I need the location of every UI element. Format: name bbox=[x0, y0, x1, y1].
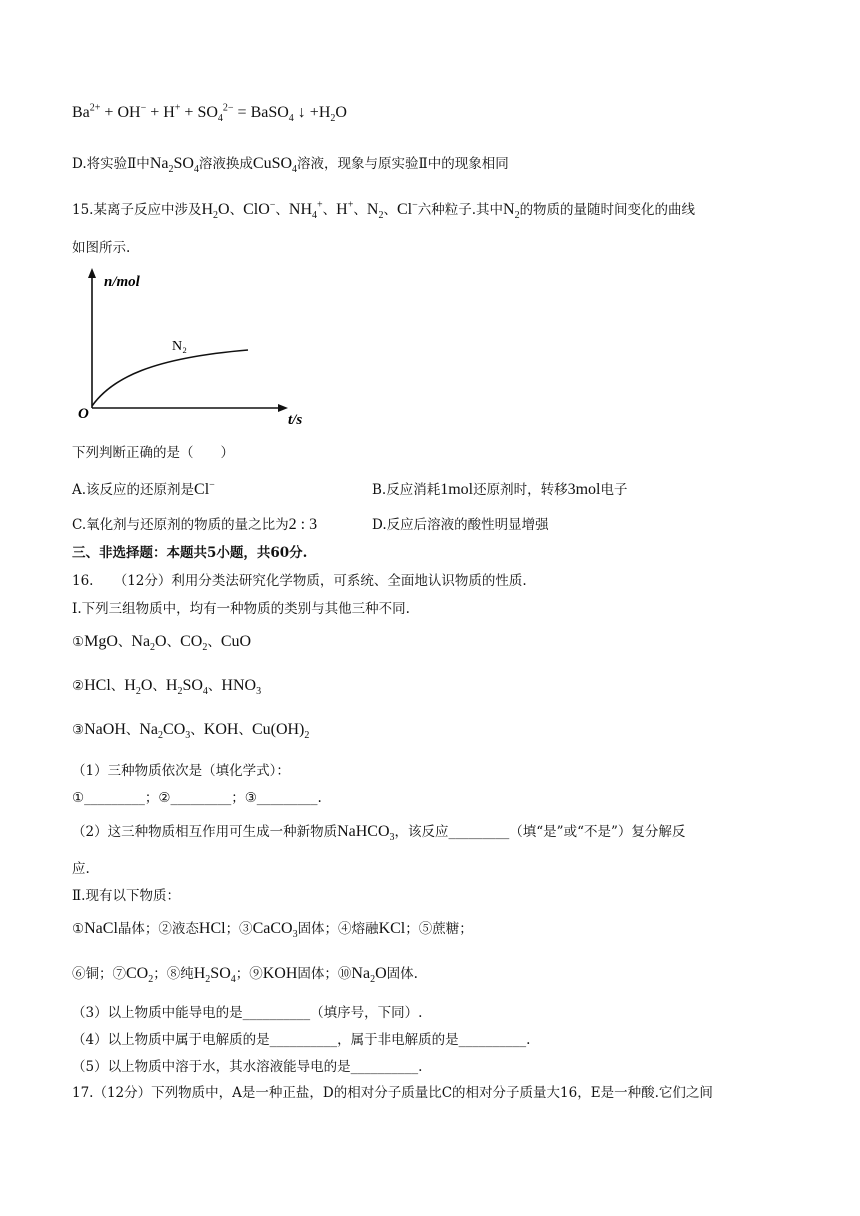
y-axis-label: n/mol bbox=[104, 274, 140, 290]
group-1: ①MgO、$Na_2O$、$CO_2$、CuO bbox=[72, 633, 252, 654]
sub-question-2-cont: 应. bbox=[72, 861, 90, 877]
option-c-15: C.氧化剂与还原剂的物质的量之比为2 : 3 bbox=[72, 516, 318, 533]
option-d-15: D.反应后溶液的酸性明显增强 bbox=[372, 517, 549, 533]
materials-line-1: ①NaCl晶体；②液态HCl；③CaCO$_3$固体；④熔融KCl；⑤蔗糖； bbox=[72, 920, 473, 941]
sub-question-1: （1）三种物质依次是（填化学式）： bbox=[72, 763, 290, 779]
question-16-stem: 16. （12分）利用分类法研究化学物质，可系统、全面地认识物质的性质. bbox=[72, 573, 527, 589]
n-t-graph bbox=[72, 268, 322, 438]
question-16-part-1: Ⅰ.下列三组物质中，均有一种物质的类别与其他三种不同. bbox=[72, 601, 410, 617]
section-3-heading: 三、非选择题：本题共5小题，共60分. bbox=[72, 545, 308, 561]
y-axis-arrow bbox=[88, 268, 96, 278]
question-15-stem: 15.某离子反应中涉及$H_2O$、ClO−、$NH_4^+$、H+、$N_2$、Cl−六种粒子.其中$N_2$的物质的量随时间变化的曲线 bbox=[72, 199, 696, 222]
materials-line-2: ⑥铜；$⑦CO_2$；⑧纯$H_2SO_4$；⑨KOH固体；$⑩Na_2O$固体. bbox=[72, 965, 418, 986]
group-3: ③NaOH、$Na_2CO_3$、KOH、$Cu(OH)_2$ bbox=[72, 721, 310, 742]
group-2: ②HCl、$H_2O$、$H_2SO_4$、$HNO_3$ bbox=[72, 677, 262, 698]
option-a-15: A.该反应的还原剂是Cl− bbox=[72, 479, 215, 498]
sub-question-4: （4）以上物质中属于电解质的是__________，属于非电解质的是__________. bbox=[72, 1032, 531, 1048]
option-b-15: B.反应消耗1mol还原剂时，转移3mol电子 bbox=[372, 481, 628, 498]
question-16-part-2: Ⅱ.现有以下物质： bbox=[72, 888, 180, 904]
x-axis-arrow bbox=[278, 404, 288, 412]
question-15-stem-cont: 如图所示. bbox=[72, 240, 131, 256]
sub-question-5: （5）以上物质中溶于水，其水溶液能导电的是__________. bbox=[72, 1059, 423, 1075]
ionic-equation: $Ba^{2+} + OH^- + H^+ + SO_4^{2-}$ = BaSO$_4$ ↓ $+H_2O$ bbox=[72, 102, 347, 125]
sub-question-1-blanks: ①_________；②_________；③_________. bbox=[72, 790, 322, 806]
n2-curve bbox=[92, 350, 248, 406]
origin-label: O bbox=[78, 406, 89, 422]
sub-question-2: （2）这三种物质相互作用可生成一种新物质NaHCO$_3$，该反应_________（填“是”或“不是”）复分解反 bbox=[72, 823, 686, 844]
x-axis-label: t/s bbox=[288, 412, 303, 428]
option-d-14: D.将实验Ⅱ中$Na_2SO_4$溶液换成CuSO$_4$溶液，现象与原实验Ⅱ中的现象相同 bbox=[72, 155, 509, 176]
question-17-stem: 17.（12分）下列物质中，A是一种正盐，D的相对分子质量比C的相对分子质量大16，E是一种酸.它们之间 bbox=[72, 1085, 713, 1101]
curve-label: N₂ bbox=[172, 339, 187, 354]
question-15-prompt: 下列判断正确的是（ ） bbox=[72, 445, 234, 461]
sub-question-3: （3）以上物质中能导电的是__________（填序号，下同）. bbox=[72, 1005, 423, 1021]
